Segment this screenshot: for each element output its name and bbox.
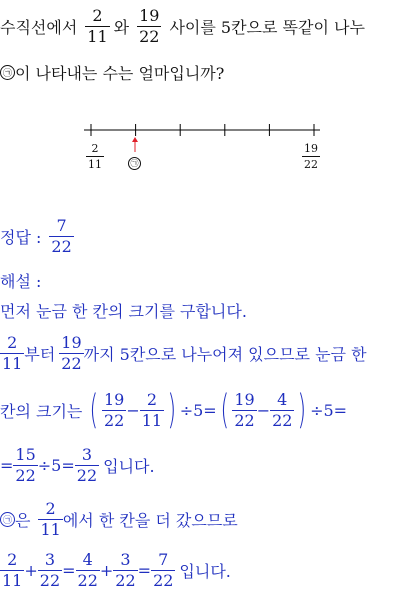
answer-line xyxy=(0,212,74,260)
fraction: $\frac{2}{11}$ xyxy=(2,332,23,373)
answer-fraction: $\frac{7}{22}$ xyxy=(51,215,72,256)
fraction: $\frac{19}{22}$ xyxy=(61,332,82,373)
fraction: $\frac{3}{22}$ xyxy=(115,549,136,590)
problem-question: 이 나타내는 수는 얼마입니까? xyxy=(15,63,225,83)
fraction: $\frac{19}{22}$ xyxy=(234,389,255,430)
solution-line-6: $\frac{2}{11}$ + $\frac{3}{22}$ = $\frac{4}{22}$ + $\frac{3}{22}$ = $\frac{7}{22}$ 입니다. xyxy=(2,549,231,590)
fraction: $\frac{7}{22}$ xyxy=(153,549,174,590)
paren-close: ) xyxy=(167,387,177,433)
fraction: $\frac{2}{11}$ xyxy=(141,389,163,430)
solution-line-3: 칸의 크기는 ( $\frac{19}{22}$ − $\frac{2}{11}$ ) ÷5= ( $\frac{19}{22}$ − $\frac{4}{22}$ ) ÷5= xyxy=(0,387,348,433)
problem-prefix: 수직선에서 xyxy=(0,17,78,37)
fraction: $\frac{4}{22}$ xyxy=(77,549,98,590)
fraction: $\frac{19}{22}$ xyxy=(103,389,125,430)
problem-wa: 와 xyxy=(113,17,130,37)
paren-close: ) xyxy=(297,387,307,433)
fraction-2-11: $\frac{2}{11}$ xyxy=(87,5,108,46)
solution-line-1: 먼저 눈금 한 칸의 크기를 구합니다. xyxy=(0,301,247,321)
answer-label: 정답 : xyxy=(0,227,42,247)
fraction: $\frac{2}{11}$ xyxy=(40,498,61,539)
problem-line-2 xyxy=(0,60,224,84)
number-line-left-label: 2 11 xyxy=(88,142,102,171)
number-line-marker-label: ㉠ xyxy=(128,157,141,170)
number-line xyxy=(80,118,325,178)
fraction: $\frac{15}{22}$ xyxy=(15,444,36,485)
paren-open: ( xyxy=(89,387,99,433)
marker-circle-symbol: ㉠ xyxy=(0,512,15,527)
number-line-right-label: 19 22 xyxy=(304,142,318,171)
fraction: $\frac{3}{22}$ xyxy=(39,549,61,590)
solution-label: 해설 : xyxy=(0,271,42,291)
marker-circle-symbol: ㉠ xyxy=(0,65,15,80)
marker-arrow-head xyxy=(132,137,138,142)
fraction: $\frac{2}{11}$ xyxy=(2,549,23,590)
solution-line-4: = $\frac{15}{22}$ ÷5= $\frac{3}{22}$ 입니다. xyxy=(0,444,155,485)
paren-open: ( xyxy=(220,387,229,433)
fraction: $\frac{4}{22}$ xyxy=(272,389,293,430)
problem-line-1 xyxy=(0,3,365,49)
fraction: $\frac{3}{22}$ xyxy=(76,444,98,485)
solution-line-5: ㉠ 은 $\frac{2}{11}$ 에서 한 칸을 더 갔으므로 xyxy=(0,496,238,542)
fraction-19-22: $\frac{19}{22}$ xyxy=(139,5,160,46)
problem-suffix: 사이를 5칸으로 똑같이 나누 xyxy=(169,17,365,37)
solution-line-2: $\frac{2}{11}$ 부터 $\frac{19}{22}$ 까지 5칸으로 나누어져 있으므로 눈금 한 xyxy=(2,332,367,373)
